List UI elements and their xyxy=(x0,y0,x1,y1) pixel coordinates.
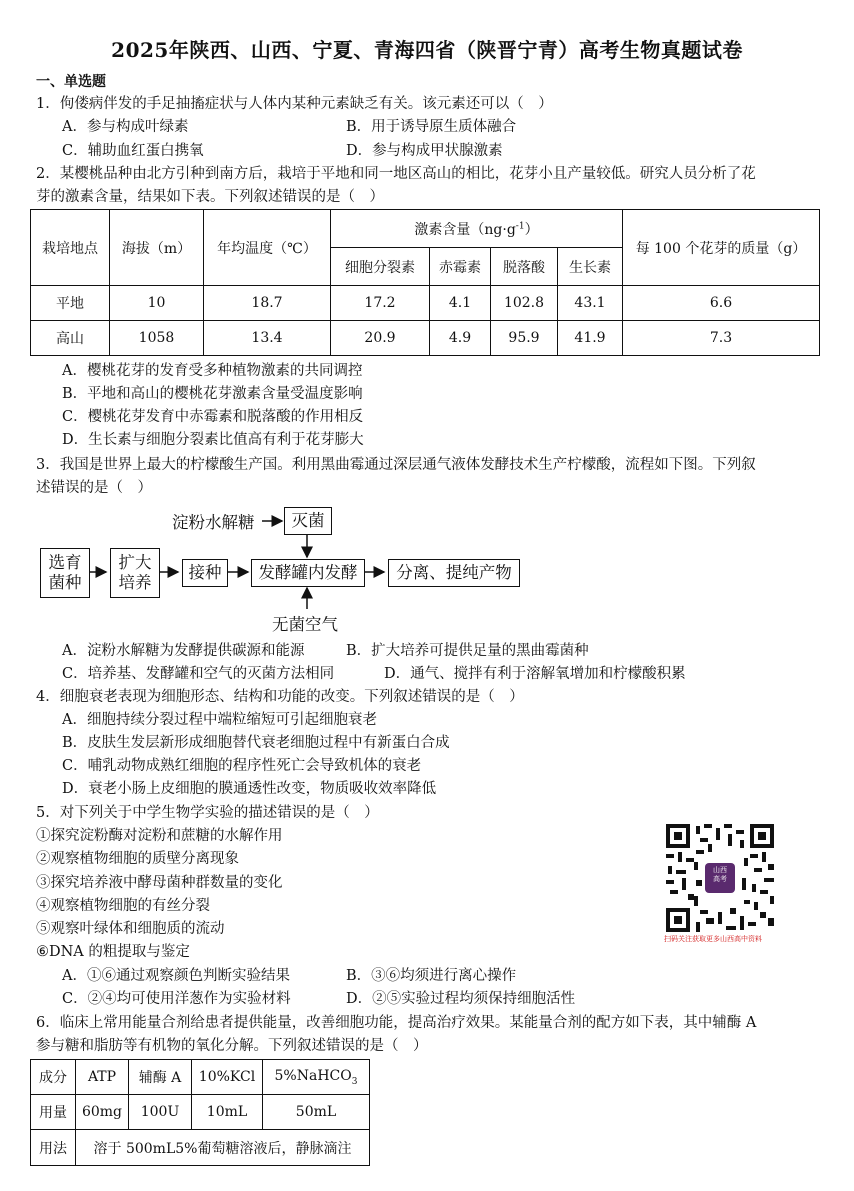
table-cell: 41.9 xyxy=(558,321,623,356)
q4-stem: 4．细胞衰老表现为细胞形态、结构和功能的改变。下列叙述错误的是（ ） xyxy=(36,689,524,705)
table-cell: 60mg xyxy=(76,1095,129,1130)
table-cell: 10%KCl xyxy=(192,1060,263,1095)
table-cell: 10 xyxy=(110,286,204,321)
energy-mixture-table xyxy=(30,1059,370,1166)
q5-item: ⑥DNA 的粗提取与鉴定 xyxy=(36,944,190,960)
table-subheader: 生长素 xyxy=(558,248,623,286)
q4-option-a: A．细胞持续分裂过程中端粒缩短可引起细胞衰老 xyxy=(62,712,377,728)
fermenter-box: 发酵罐内发酵 xyxy=(251,559,365,587)
q5-option-b: B．③⑥均须进行离心操作 xyxy=(346,968,517,984)
select-strain-box: 选育 菌种 xyxy=(40,548,90,598)
q2-option-b: B．平地和高山的樱桃花芽激素含量受温度影响 xyxy=(62,386,363,402)
table-cell: 100U xyxy=(129,1095,192,1130)
q6-stem-line1: 6．临床上常用能量合剂给患者提供能量，改善细胞功能，提高治疗效果。某能量合剂的配方如下表，其中辅酶 A xyxy=(36,1015,757,1031)
q1-option-c: C．辅助血红蛋白携氧 xyxy=(62,143,204,159)
table-subheader: 脱落酸 xyxy=(491,248,558,286)
q2-stem-line1: 2．某樱桃品种由北方引种到南方后，栽培于平地和同一地区高山的相比，花芽小且产量较低。研究人员分析了花 xyxy=(36,166,756,182)
table-cell: 4.9 xyxy=(430,321,491,356)
q5-stem: 5．对下列关于中学生物学实验的描述错误的是（ ） xyxy=(36,805,379,821)
table-subheader: 细胞分裂素 xyxy=(331,248,430,286)
table-cell: 6.6 xyxy=(623,286,820,321)
qr-center-logo: 山西 高考 xyxy=(713,866,727,883)
table-header-mass: 每 100 个花芽的质量（g） xyxy=(623,210,820,286)
table-cell: 18.7 xyxy=(204,286,331,321)
table-subheader: 赤霉素 xyxy=(430,248,491,286)
sterile-air-label: 无菌空气 xyxy=(272,615,338,634)
q1-option-d: D．参与构成甲状腺激素 xyxy=(346,143,503,159)
q4-option-b: B．皮肤生发层新形成细胞替代衰老细胞过程中有新蛋白合成 xyxy=(62,735,450,751)
table-cell: 102.8 xyxy=(491,286,558,321)
hormone-table xyxy=(30,209,820,356)
table-cell: ATP xyxy=(76,1060,129,1095)
table-row xyxy=(31,1130,370,1166)
sterilize-box: 灭菌 xyxy=(284,507,332,535)
table-cell: 43.1 xyxy=(558,286,623,321)
q3-stem-line2: 述错误的是（ ） xyxy=(36,480,152,496)
table-cell: 13.4 xyxy=(204,321,331,356)
page-title: 2025年陕西、山西、宁夏、青海四省（陕晋宁青）高考生物真题试卷 xyxy=(111,38,743,62)
table-row xyxy=(31,321,820,356)
q3-option-c: C．培养基、发酵罐和空气的灭菌方法相同 xyxy=(62,666,335,682)
table-header-hormone: 激素含量$(ng\cdot g^{-1})$ xyxy=(331,210,623,248)
table-cell: 1058 xyxy=(110,321,204,356)
table-cell: 20.9 xyxy=(331,321,430,356)
q4-option-c: C．哺乳动物成熟红细胞的程序性死亡会导致机体的衰老 xyxy=(62,758,422,774)
q1-option-a: A．参与构成叶绿素 xyxy=(62,119,189,135)
table-cell: 95.9 xyxy=(491,321,558,356)
q3-stem-line1: 3．我国是世界上最大的柠檬酸生产国。利用黑曲霉通过深层通气液体发酵技术生产柠檬酸，流程如下图。下列叙 xyxy=(36,457,756,473)
process-flow-diagram xyxy=(36,505,576,645)
q5-item: ②观察植物细胞的质壁分离现象 xyxy=(36,851,239,867)
table-cell: 用量 xyxy=(31,1095,76,1130)
q4-option-d: D．衰老小肠上皮细胞的膜通透性改变，物质吸收效率降低 xyxy=(62,781,437,797)
q2-option-a: A．樱桃花芽的发育受多种植物激素的共同调控 xyxy=(62,363,363,379)
q3-option-b: B．扩大培养可提供足量的黑曲霉菌种 xyxy=(346,643,589,659)
table-cell: 4.1 xyxy=(430,286,491,321)
qr-caption: 扫码关注获取更多山西高中资料 xyxy=(664,935,762,943)
table-header-site: 栽培地点 xyxy=(31,210,110,286)
inoculate-box: 接种 xyxy=(182,559,228,587)
table-row xyxy=(31,1060,370,1095)
table-cell: 5%NaHCO$_3$ xyxy=(263,1060,370,1095)
q5-item: ⑤观察叶绿体和细胞质的流动 xyxy=(36,921,225,937)
starch-sugar-label: 淀粉水解糖 xyxy=(172,513,255,532)
q1-stem: 1．佝偻病伴发的手足抽搐症状与人体内某种元素缺乏有关。该元素还可以（ ） xyxy=(36,96,553,112)
table-cell: 高山 xyxy=(31,321,110,356)
q3-option-a: A．淀粉水解糖为发酵提供碳源和能源 xyxy=(62,643,305,659)
q3-option-d: D．通气、搅拌有利于溶解氧增加和柠檬酸积累 xyxy=(384,666,686,682)
q5-item: ③探究培养液中酵母菌种群数量的变化 xyxy=(36,875,283,891)
q6-stem-line2: 参与糖和脂肪等有机物的氧化分解。下列叙述错误的是（ ） xyxy=(36,1038,428,1054)
q1-option-b: B．用于诱导原生质体融合 xyxy=(346,119,517,135)
table-row xyxy=(31,286,820,321)
q5-option-a: A．①⑥通过观察颜色判断实验结果 xyxy=(62,968,290,984)
q2-option-d: D．生长素与细胞分裂素比值高有利于花芽膨大 xyxy=(62,432,364,448)
separation-box: 分离、提纯产物 xyxy=(388,559,520,587)
table-row xyxy=(31,1095,370,1130)
table-cell: 溶于 500mL5%葡萄糖溶液后，静脉滴注 xyxy=(76,1130,370,1166)
table-cell: 辅酶 A xyxy=(129,1060,192,1095)
table-cell: 用法 xyxy=(31,1130,76,1166)
table-cell: 50mL xyxy=(263,1095,370,1130)
table-header-altitude: 海拔（m） xyxy=(110,210,204,286)
q5-option-c: C．②④均可使用洋葱作为实验材料 xyxy=(62,991,291,1007)
q2-option-c: C．樱桃花芽发育中赤霉素和脱落酸的作用相反 xyxy=(62,409,364,425)
section-heading: 一、单选题 xyxy=(36,74,106,90)
table-cell: 成分 xyxy=(31,1060,76,1095)
table-cell: 平地 xyxy=(31,286,110,321)
table-cell: 10mL xyxy=(192,1095,263,1130)
q5-item: ④观察植物细胞的有丝分裂 xyxy=(36,898,210,914)
q2-stem-line2: 芽的激素含量，结果如下表。下列叙述错误的是（ ） xyxy=(36,189,384,205)
expand-culture-box: 扩大 培养 xyxy=(110,548,160,598)
table-cell: 7.3 xyxy=(623,321,820,356)
table-header-temperature: 年均温度（℃） xyxy=(204,210,331,286)
table-cell: 17.2 xyxy=(331,286,430,321)
q5-item: ①探究淀粉酶对淀粉和蔗糖的水解作用 xyxy=(36,828,283,844)
q5-option-d: D．②⑤实验过程均须保持细胞活性 xyxy=(346,991,576,1007)
